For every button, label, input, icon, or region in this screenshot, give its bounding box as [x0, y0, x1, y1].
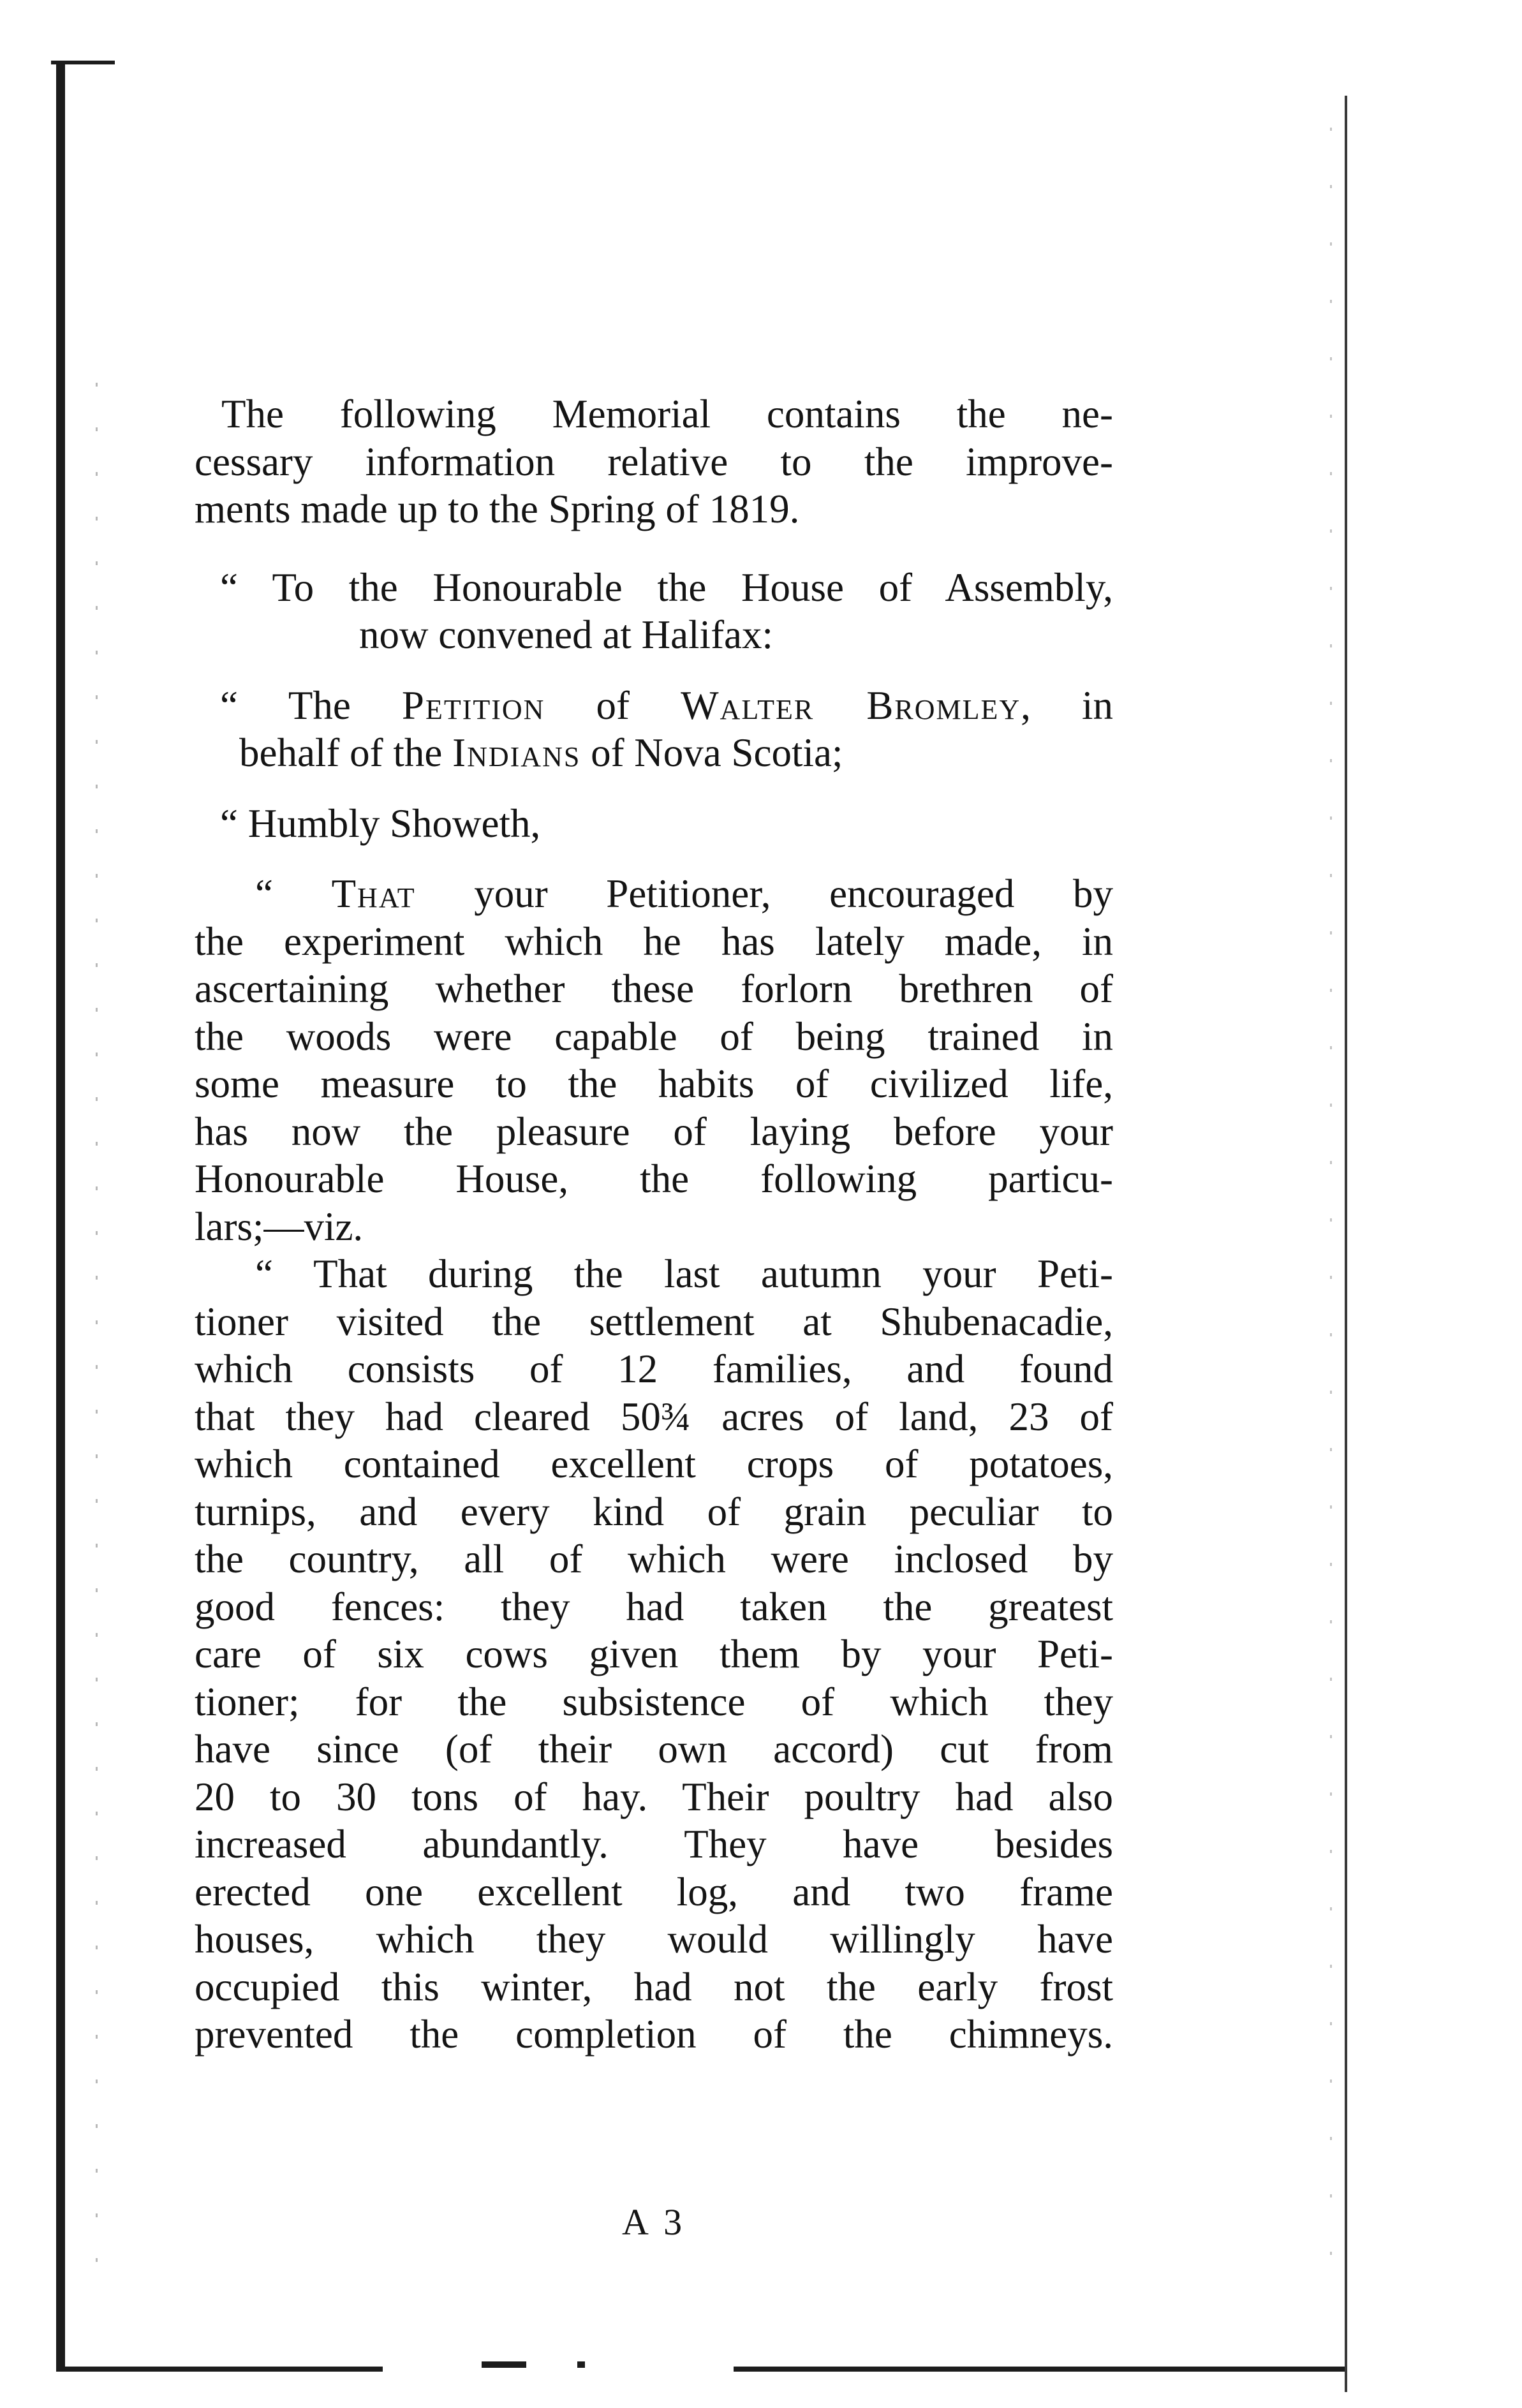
text-line: 20 to 30 tons of hay. Their poultry had also: [195, 1774, 1113, 1819]
page-edge-bottom-dash: [482, 2361, 526, 2368]
text-line: that they had cleared 50¾ acres of land, 23 of: [195, 1394, 1113, 1439]
text-fragment: Indians: [452, 730, 581, 775]
text-line: tioner; for the subsistence of which they: [195, 1679, 1113, 1724]
text-line: has now the pleasure of laying before your: [195, 1109, 1113, 1154]
text-line: the country, all of which were inclosed by: [195, 1537, 1113, 1581]
page-edge-bottom-gap: [383, 2359, 734, 2373]
text-line: now convened at Halifax:: [359, 612, 774, 657]
text-line: “ Humbly Showeth,: [220, 801, 541, 846]
scan-specks-right: [1330, 128, 1332, 2296]
text-fragment: behalf of the: [239, 730, 453, 775]
text-line: increased abundantly. They have besides: [195, 1822, 1113, 1866]
text-line: [195, 729, 1113, 777]
text-line: ments made up to the Spring of 1819.: [195, 487, 800, 531]
text-line: “ That during the last autumn your Peti-: [255, 1252, 1113, 1296]
text-line: some measure to the habits of civilized life,: [195, 1061, 1113, 1106]
text-fragment: That: [331, 871, 416, 916]
text-line: [195, 870, 1113, 918]
text-fragment: of: [545, 683, 681, 728]
signature-mark: A 3: [622, 2201, 686, 2243]
page-edge-left: [56, 61, 65, 2370]
text-line: houses, which they would willingly have: [195, 1917, 1113, 1961]
text-line: ascertaining whether these forlorn brethren of: [195, 966, 1113, 1011]
text-line: the woods were capable of being trained in: [195, 1014, 1113, 1059]
text-fragment: your Petitioner, encouraged by: [415, 871, 1113, 916]
text-line: cessary information relative to the improve-: [195, 439, 1113, 484]
text-fragment: Walter Bromley: [681, 683, 1021, 728]
text-fragment: of Nova Scotia;: [580, 730, 843, 775]
text-line: prevented the completion of the chimneys.: [195, 2012, 1113, 2057]
text-line: [195, 682, 1113, 730]
text-line: which contained excellent crops of potatoes,: [195, 1442, 1113, 1486]
text-line: the experiment which he has lately made, in: [195, 919, 1113, 964]
text-fragment: “: [255, 871, 332, 916]
page-edge-bottom-dot: [577, 2361, 585, 2368]
text-line: care of six cows given them by your Peti-: [195, 1632, 1113, 1676]
body-text: [195, 390, 1113, 2058]
text-line: good fences: they had taken the greatest: [195, 1584, 1113, 1629]
text-fragment: “ The: [220, 683, 402, 728]
text-line: “ To the Honourable the House of Assembly,: [220, 565, 1113, 610]
text-line: which consists of 12 families, and found: [195, 1347, 1113, 1391]
text-line: tioner visited the settlement at Shubenacadie,: [195, 1299, 1113, 1344]
text-line: The following Memorial contains the ne-: [221, 392, 1113, 436]
page-edge-right: [1345, 96, 1347, 2392]
text-fragment: , in: [1021, 683, 1113, 728]
text-line: turnips, and every kind of grain peculiar to: [195, 1489, 1113, 1534]
text-fragment: Petition: [401, 683, 545, 728]
text-line: occupied this winter, had not the early frost: [195, 1964, 1113, 2009]
text-line: erected one excellent log, and two frame: [195, 1869, 1113, 1914]
scan-specks-left: [96, 383, 98, 2264]
text-line: have since (of their own accord) cut from: [195, 1727, 1113, 1771]
text-line: lars;—viz.: [195, 1204, 364, 1249]
page-edge-left-top: [51, 61, 115, 64]
text-line: Honourable House, the following particu-: [195, 1156, 1113, 1201]
